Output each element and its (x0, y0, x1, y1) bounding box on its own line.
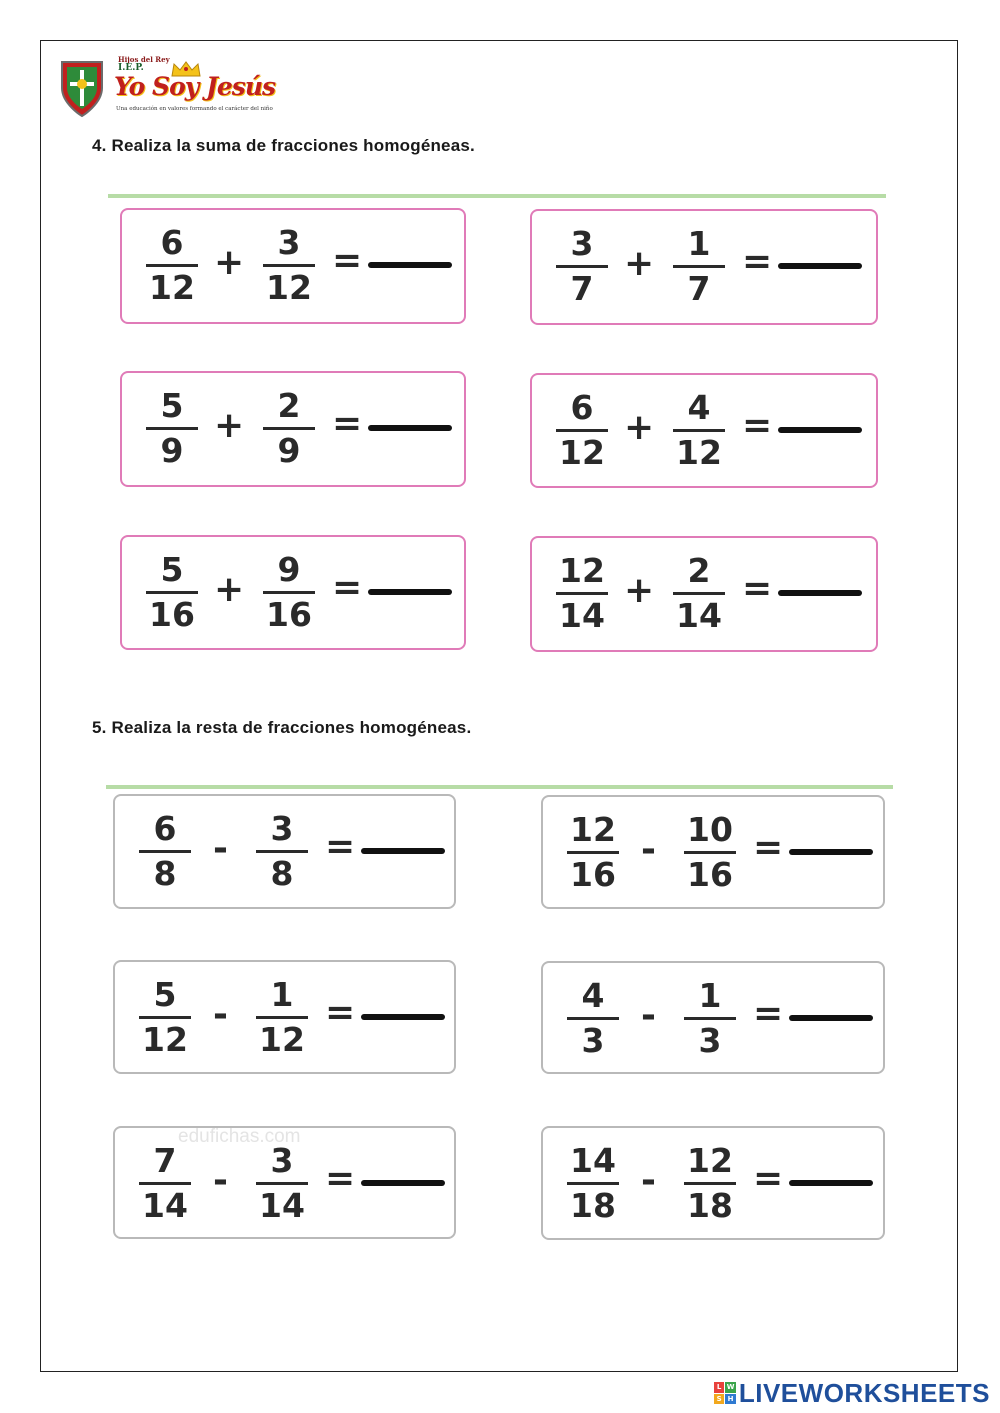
numerator: 1 (270, 975, 294, 1014)
second-fraction (680, 1142, 740, 1225)
denominator: 12 (259, 1020, 305, 1059)
logo-motto: Hijos del Rey (118, 55, 170, 64)
denominator: 9 (160, 431, 184, 470)
watermark: edufichas.com (178, 1126, 301, 1147)
numerator: 3 (277, 223, 301, 262)
denominator: 18 (687, 1186, 733, 1225)
denominator: 16 (149, 595, 195, 634)
denominator: 16 (687, 855, 733, 894)
numerator: 5 (153, 975, 177, 1014)
numerator: 6 (160, 223, 184, 262)
denominator: 16 (570, 855, 616, 894)
answer-blank[interactable] (789, 1180, 873, 1186)
answer-blank[interactable] (789, 849, 873, 855)
denominator: 16 (266, 595, 312, 634)
logo-school-type: I.E.P. (118, 63, 144, 73)
first-fraction (142, 387, 202, 470)
operator-sign: - (213, 994, 228, 1035)
denominator: 7 (570, 269, 594, 308)
numerator: 10 (687, 810, 733, 849)
sum-card (530, 209, 878, 325)
fraction-bar (256, 850, 308, 853)
fraction-bar (146, 591, 198, 594)
equals-sign: = (332, 403, 363, 444)
answer-blank[interactable] (361, 1014, 445, 1020)
operator-sign: - (641, 829, 656, 870)
second-fraction (669, 552, 729, 635)
numerator: 12 (559, 551, 605, 590)
sum-card (530, 536, 878, 652)
equals-sign: = (332, 567, 363, 608)
sub-card (541, 795, 885, 909)
fraction-bar (673, 429, 725, 432)
equals-sign: = (742, 568, 773, 609)
fraction-bar (256, 1016, 308, 1019)
first-fraction (552, 225, 612, 308)
equals-sign: = (753, 827, 784, 868)
operator-sign: - (213, 1160, 228, 1201)
denominator: 14 (559, 596, 605, 635)
second-fraction (252, 976, 312, 1059)
denominator: 3 (698, 1021, 722, 1060)
sub-card (541, 961, 885, 1074)
numerator: 4 (581, 976, 605, 1015)
numerator: 6 (153, 809, 177, 848)
logo-tagline: Una educación en valores formando el carácter del niño (116, 106, 273, 112)
answer-blank[interactable] (789, 1015, 873, 1021)
answer-blank[interactable] (778, 590, 862, 596)
numerator: 4 (687, 388, 711, 427)
second-fraction (252, 1142, 312, 1225)
fraction-bar (139, 1016, 191, 1019)
second-fraction (669, 225, 729, 308)
numerator: 9 (277, 550, 301, 589)
fraction-bar (263, 591, 315, 594)
sum-card (120, 535, 466, 650)
denominator: 7 (687, 269, 711, 308)
denominator: 12 (559, 433, 605, 472)
denominator: 14 (142, 1186, 188, 1225)
operator-sign: + (214, 242, 245, 283)
logo-tile: L (714, 1382, 725, 1393)
numerator: 6 (570, 388, 594, 427)
answer-blank[interactable] (368, 425, 452, 431)
numerator: 5 (160, 550, 184, 589)
numerator: 2 (277, 386, 301, 425)
answer-blank[interactable] (361, 848, 445, 854)
numerator: 3 (270, 809, 294, 848)
operator-sign: - (213, 828, 228, 869)
section-sub-title: 5. Realiza la resta de fracciones homogéneas. (92, 718, 472, 737)
first-fraction (563, 811, 623, 894)
fraction-bar (567, 851, 619, 854)
operator-sign: + (624, 407, 655, 448)
numerator: 12 (687, 1141, 733, 1180)
first-fraction (563, 1142, 623, 1225)
numerator: 3 (270, 1141, 294, 1180)
equals-sign: = (332, 240, 363, 281)
logo-tile: W (726, 1383, 735, 1391)
fraction-bar (256, 1182, 308, 1185)
section-sum-divider (108, 194, 886, 198)
logo-tile: S (714, 1394, 725, 1405)
equals-sign: = (325, 826, 356, 867)
first-fraction (552, 389, 612, 472)
numerator: 5 (160, 386, 184, 425)
numerator: 7 (153, 1141, 177, 1180)
operator-sign: - (641, 1160, 656, 1201)
second-fraction (680, 977, 740, 1060)
first-fraction (142, 224, 202, 307)
liveworksheets-logo-icon (714, 1382, 736, 1404)
fraction-bar (556, 592, 608, 595)
operator-sign: + (214, 569, 245, 610)
second-fraction (259, 551, 319, 634)
denominator: 12 (149, 268, 195, 307)
liveworksheets-wordmark: LIVEWORKSHEETS (738, 1377, 990, 1408)
sum-card (120, 208, 466, 324)
denominator: 8 (153, 854, 177, 893)
shield-icon (58, 58, 106, 118)
fraction-bar (263, 427, 315, 430)
denominator: 12 (676, 433, 722, 472)
denominator: 3 (581, 1021, 605, 1060)
fraction-bar (567, 1182, 619, 1185)
first-fraction (135, 810, 195, 893)
equals-sign: = (742, 405, 773, 446)
second-fraction (680, 811, 740, 894)
numerator: 1 (698, 976, 722, 1015)
denominator: 14 (676, 596, 722, 635)
fraction-bar (139, 1182, 191, 1185)
sub-card (541, 1126, 885, 1240)
sub-card (113, 960, 456, 1074)
second-fraction (669, 389, 729, 472)
answer-blank[interactable] (778, 263, 862, 269)
section-sub-divider (106, 785, 893, 789)
operator-sign: - (641, 995, 656, 1036)
school-logo (58, 52, 278, 120)
fraction-bar (684, 1017, 736, 1020)
fraction-bar (673, 265, 725, 268)
fraction-bar (556, 429, 608, 432)
first-fraction (563, 977, 623, 1060)
fraction-bar (684, 851, 736, 854)
numerator: 12 (570, 810, 616, 849)
fraction-bar (673, 592, 725, 595)
first-fraction (552, 552, 612, 635)
fraction-bar (263, 264, 315, 267)
operator-sign: + (214, 405, 245, 446)
fraction-bar (146, 427, 198, 430)
section-sum-title: 4. Realiza la suma de fracciones homogéneas. (92, 136, 475, 155)
equals-sign: = (742, 241, 773, 282)
operator-sign: + (624, 243, 655, 284)
fraction-bar (567, 1017, 619, 1020)
second-fraction (259, 387, 319, 470)
equals-sign: = (325, 1158, 356, 1199)
numerator: 14 (570, 1141, 616, 1180)
equals-sign: = (325, 992, 356, 1033)
equals-sign: = (753, 1158, 784, 1199)
numerator: 3 (570, 224, 594, 263)
logo-tile: H (725, 1394, 736, 1405)
second-fraction (259, 224, 319, 307)
answer-blank[interactable] (368, 262, 452, 268)
fraction-bar (146, 264, 198, 267)
denominator: 9 (277, 431, 301, 470)
denominator: 8 (270, 854, 294, 893)
answer-blank[interactable] (778, 427, 862, 433)
answer-blank[interactable] (368, 589, 452, 595)
fraction-bar (684, 1182, 736, 1185)
first-fraction (142, 551, 202, 634)
first-fraction (135, 1142, 195, 1225)
sum-card (120, 371, 466, 487)
logo-school-name: Yo Soy Jesús (114, 72, 276, 101)
denominator: 12 (142, 1020, 188, 1059)
liveworksheets-brand (714, 1378, 990, 1408)
second-fraction (252, 810, 312, 893)
sum-card (530, 373, 878, 488)
numerator: 1 (687, 224, 711, 263)
equals-sign: = (753, 993, 784, 1034)
first-fraction (135, 976, 195, 1059)
operator-sign: + (624, 570, 655, 611)
answer-blank[interactable] (361, 1180, 445, 1186)
denominator: 14 (259, 1186, 305, 1225)
numerator: 2 (687, 551, 711, 590)
denominator: 18 (570, 1186, 616, 1225)
denominator: 12 (266, 268, 312, 307)
sub-card (113, 794, 456, 909)
fraction-bar (556, 265, 608, 268)
fraction-bar (139, 850, 191, 853)
